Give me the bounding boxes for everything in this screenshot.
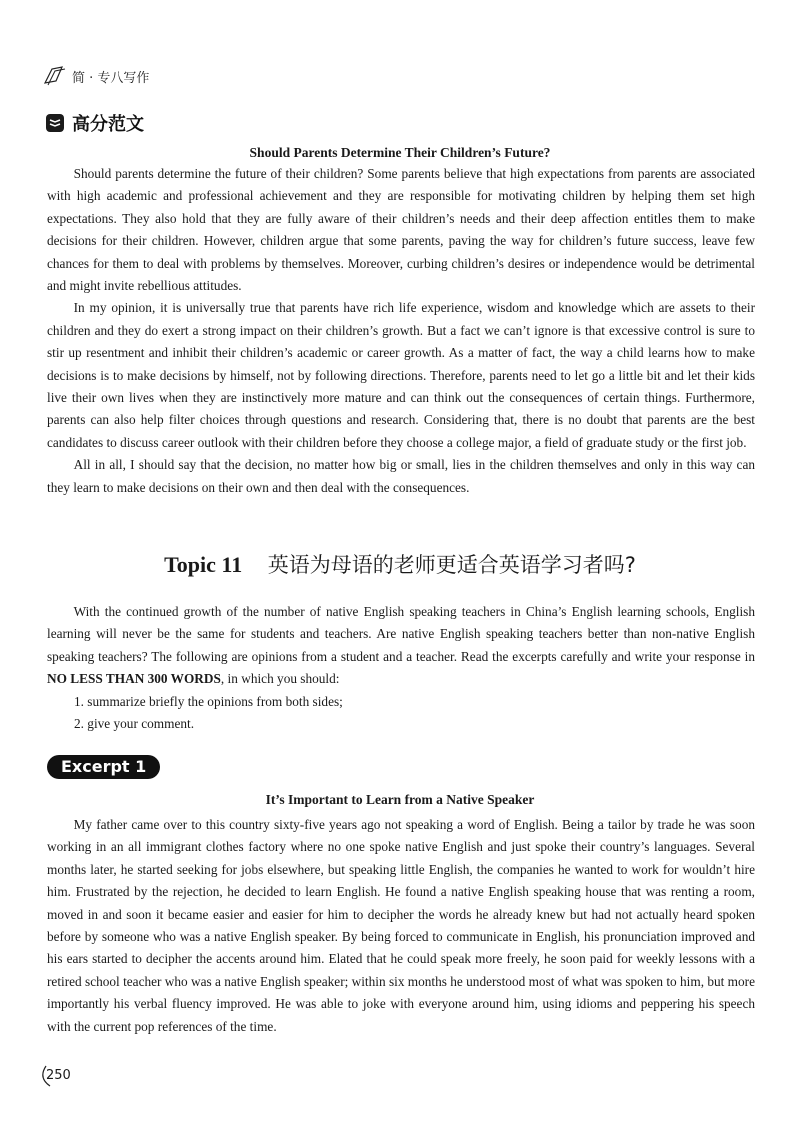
page-number	[46, 1068, 71, 1083]
book-icon	[46, 114, 64, 132]
header-text: 简 · 专八写作	[72, 70, 150, 86]
excerpt-paragraph: My father came over to this country sixty-five years ago not speaking a word of English. Being a tailor by trade he was soon working in an all immigrant clothes factory where no one spoke native English and just spoke their country’s languages. Several months later, he started seeking for jobs elsewhere, but speaking little English, the companies he wanted to work for wouldn’t hire him. Frustrated by the rejection, he decided to learn English. He found a native English speaking house that was renting a room, moved in and soon it became easier and easier for him to decipher the words he already knew but had not actually heard spoken before by someone who was a native English speaker. By being forced to communicate in English, his pronunciation improved and his ears started to decipher the accents around him. Elated that he could speak more freely, he soon paid for weekly lessons with a retired school teacher who was a native English speaker; within six months he understood most of what was spoken to him, but more importantly his verbal fluency improved. He was able to joke with everyone around him, using idioms and peppering his speech with the current pop references of the time.	[47, 817, 755, 1034]
prompt-item: 2. give your comment.	[74, 716, 195, 732]
excerpt-badge: Excerpt 1	[47, 755, 160, 779]
topic-title: 英语为母语的老师更适合英语学习者吗?	[267, 553, 636, 577]
prompt-paragraph	[47, 601, 755, 691]
prompt-item: 1. summarize briefly the opinions from both sides;	[74, 693, 343, 709]
section-title: 高分范文	[72, 114, 144, 135]
essay-paragraph: Should parents determine the future of their children? Some parents believe that high expectations from parents are associated with high academic and professional achievement and they are responsible for motivating children by helping them set high expectations. They also hold that they are fully aware of their children’s needs and their deep affection entitles them to make decisions for their children. However, children argue that some parents, paving the way for children’s future success, leave few chances for them to deal with problems by themselves. Moreover, curbing children’s desires or independence would be detrimental and might invite rebellious attitudes.	[47, 166, 755, 294]
essay-paragraph: All in all, I should say that the decision, no matter how big or small, lies in the children themselves and only in this way can they learn to make decisions on their own and then deal with the consequences.	[47, 457, 755, 495]
topic-heading	[0, 550, 800, 580]
section-heading	[46, 110, 144, 136]
essay-paragraph: In my opinion, it is universally true that parents have rich life experience, wisdom and knowledge which are assets to their children and they do exert a strong impact on their children’s growth. But a fact we can’t ignore is that excessive control is sure to stir up resentment and inhibit their children’s academic or career growth. As a matter of fact, the way a child learns how to make decisions is to make decisions by himself, not by following directions. Therefore, parents need to let go a little bit and let their kids live their own lives when they are instinctively more mature and can think out the consequences of certain things. Furthermore, parents can also help filter choices through questions and research. Considering that, there is no doubt that parents are the best candidates to discuss career outlook with their children before they choose a college major, a field of graduate study or the first job.	[47, 300, 755, 450]
writing-prompt	[47, 601, 755, 735]
excerpt-title: It’s Important to Learn from a Native Speaker	[265, 792, 535, 807]
book-logo-icon	[42, 63, 68, 89]
topic-label: Topic 11	[164, 552, 243, 577]
page-number-text: 250	[46, 1068, 71, 1083]
page-number-swoosh-icon	[40, 1060, 80, 1090]
prompt-text-end: , in which you should:	[220, 671, 340, 687]
word-limit: NO LESS THAN 300 WORDS	[47, 671, 221, 687]
essay-title: Should Parents Determine Their Children’s Future?	[249, 145, 551, 160]
running-header	[42, 60, 149, 92]
excerpt-body	[47, 814, 755, 1038]
essay-body	[47, 163, 755, 499]
prompt-text: With the continued growth of the number of native English speaking teachers in China’s English learning schools, English learning will never be the same for students and teachers. Are native English speaking teachers better than non-native English speaking teachers? The following are opinions from a student and a teacher. Read the excerpts carefully and write your response in	[47, 604, 755, 664]
